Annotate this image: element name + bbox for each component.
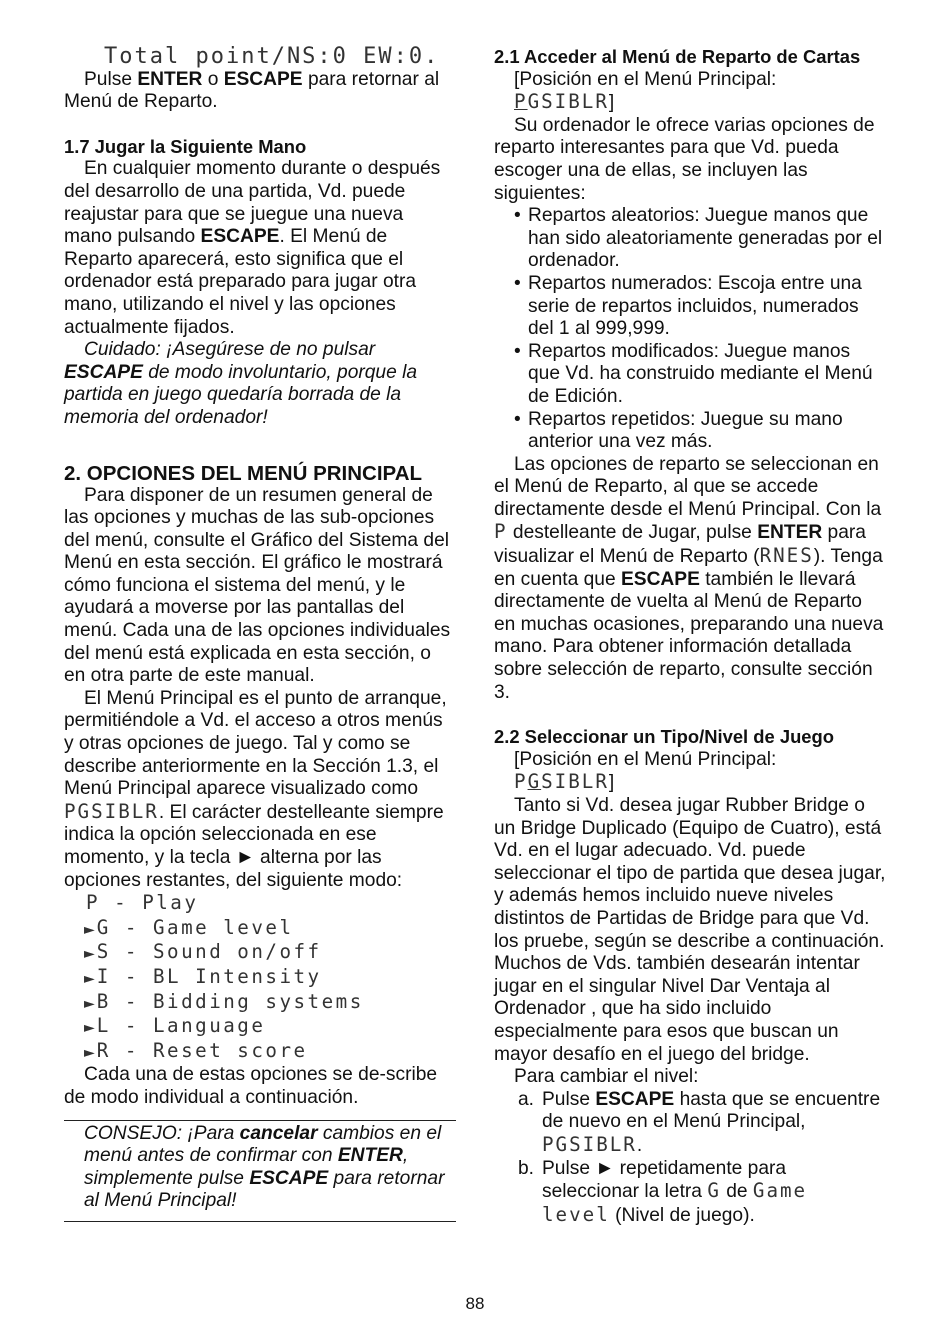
step-b: b. Pulse ► repetidamente para seleccionar la letra G de Game level (Nivel de juego). [518,1157,808,1226]
paragraph-2-1a: Su ordenador le ofrece varias opciones de reparto interesantes para que Vd. pueda escoger una de ellas, se incluyen las siguientes: [494,114,875,204]
list-item: • Repartos repetidos: Juegue su mano anterior una vez más. [514,409,886,454]
step-a: a. Pulse ESCAPE hasta que se encuentre de nuevo en el Menú Principal, PGSIBLR. [518,1088,881,1156]
list-item: • Repartos modificados: Juegue manos que Vd. ha construido mediante el Menú de Edición. [514,341,886,409]
menu-option-sound: ► S - Sound on/off [84,940,322,964]
menu-option-play: P - Play [86,891,199,915]
menu-option-language: ► L - Language [84,1014,266,1038]
right-column [494,46,886,1227]
heading-1-7: 1.7 Jugar la Siguiente Mano [64,135,307,157]
menu-option-reset: ► R - Reset score [84,1038,308,1062]
menu-option-bl-intensity: ► I - BL Intensity [84,964,322,988]
menu-option-game-level: ► G - Game level [84,915,294,939]
position-lcd-2: PGSIBLR] [514,770,615,794]
paragraph-2b: El Menú Principal es el punto de arranque, permitiéndole a Vd. el acceso a otros menús y otras opciones de juego. Tal y como se describe anteriormente en la Sección 1.3, el Menú Principal aparece visualizado como PGSIBLR. El carácter destelleante siempre indica la opción seleccionada en ese momento, y la tecla ► alterna por las opciones restantes, del siguiente modo: [64,687,447,891]
list-item: • Repartos numerados: Escoja entre una serie de repartos incluidos, numerados del 1 al 999,999. [514,273,886,341]
paragraph-2c: Cada una de estas opciones se de-scribe de modo individual a continuación. [64,1064,438,1108]
paragraph-2-1b: Las opciones de reparto se seleccionan en el Menú de Reparto, al que se accede directamente desde el Menú Principal. Con la P destelleante de Jugar, pulse ENTER para visualizar el Menú de Reparto (RNES). Tenga en cuenta que ESCAPE también le llevará directamente de vuelta al Menú de Reparto en muchas ocasiones, preparando una nueva mano. Para obtener información detallada sobre selección de reparto, consulte sección 3. [494,453,884,703]
page-number: 88 [465,1294,485,1313]
paragraph-return: Pulse ENTER o ESCAPE para retornar al Menú de Reparto. [64,68,440,113]
heading-2-1: 2.1 Acceder al Menú de Reparto de Cartas [494,46,861,67]
list-item: • Repartos aleatorios: Juegue manos que han sido aleatoriamente generadas por el ordenador. [514,205,886,273]
position-lcd-1: PGSIBLR] [514,90,615,114]
heading-2: 2. OPCIONES DEL MENÚ PRINCIPAL [64,461,423,485]
tip-box: CONSEJO: ¡Para cancelar cambios en el menú antes de confirmar con ENTER, simplemente pulse ESCAPE para retornar al Menú Principal! [64,1120,456,1222]
paragraph-caution: Cuidado: ¡Asegúrese de no pulsar ESCAPE de modo involuntario, porque la partida en juego quedaría borrada de la memoria del ordenador! [64,339,418,428]
paragraph-1-7a: En cualquier momento durante o después del desarrollo de una partida, Vd. puede reajustar para que se juegue una nueva mano pulsando ESCAPE. El Menú de Reparto aparecerá, esto significa que el ordenador está preparado para jugar otra mano, utilizando el nivel y las opciones actualmente fijados. [64,158,441,338]
left-column [64,46,456,1222]
menu-option-bidding: ► B - Bidding systems [84,989,364,1013]
steps-list [494,1089,886,1228]
paragraph-2-2a: Tanto si Vd. desea jugar Rubber Bridge o un Bridge Duplicado (Equipo de Cuatro), está Vd. en el lugar adecuado. Vd. puede seleccionar el tipo de partida que desea jugar, y además hemos incluido nueve niveles distintos de Partidas de Bridge para que Vd. los pruebe, según se describe a continuación. Muchos de Vds. también desearán intentar jugar en el singular Nivel Dar Ventaja al Ordenador , que ha sido incluido especialmente para esos que buscan un mayor desafío en el juego del bridge. [494,795,886,1065]
paragraph-2-2b: Para cambiar el nivel: [514,1066,699,1088]
deal-options-list [494,205,886,454]
heading-2-2: 2.2 Seleccionar un Tipo/Nivel de Juego [494,726,834,748]
position-label-1: [Posición en el Menú Principal: [514,68,777,90]
paragraph-2a: Para disponer de un resumen general de las opciones y muchas de las sub-opciones del menú, consulte el Gráfico del Sistema del Menú en esta sección. El gráfico le mostrará cómo funciona el sistema del menú, y le ayudará a moverse por las pantallas del menú. Cada una de las opciones individuales del menú está explicada en esta sección, o en otra parte de este manual. [64,484,451,687]
lcd-score-display: Total point/NS:0 EW:0. [104,44,440,69]
position-label-2: [Posición en el Menú Principal: [514,748,777,770]
main-menu-options-list [64,892,456,1064]
